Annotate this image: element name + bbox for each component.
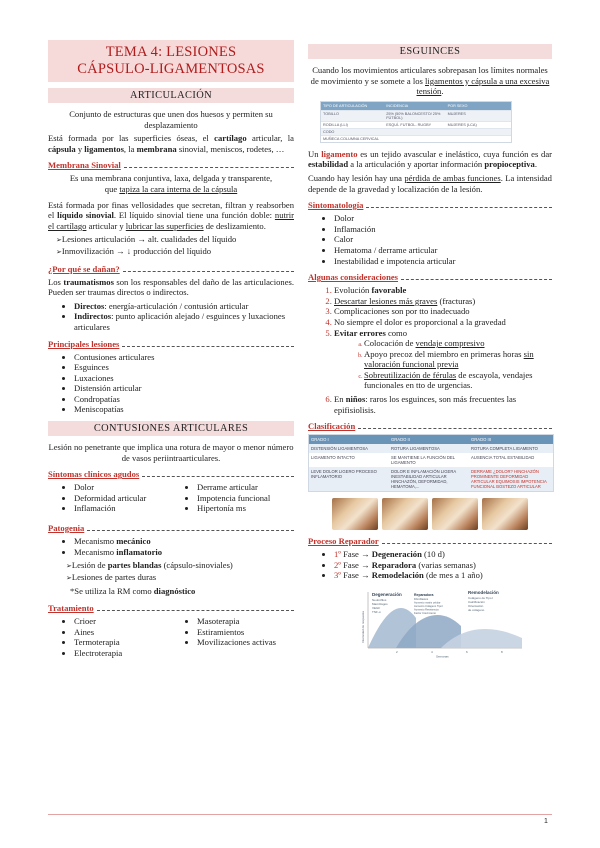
principales-lesiones-heading: Principales lesiones xyxy=(48,339,294,349)
phase-label: Reparadora xyxy=(414,593,434,598)
footer-divider xyxy=(48,814,552,815)
list-item: • Electroterapia xyxy=(74,648,171,659)
phase-note: VEGF xyxy=(372,606,381,611)
tratamiento-columns xyxy=(48,616,294,661)
list-item: • 2º Fase → Reparadora (varias semanas) xyxy=(334,560,552,571)
proceso-reparador-heading: Proceso Reparador xyxy=(308,536,552,546)
list-item: • Derrame articular xyxy=(197,482,294,493)
table-row: LIGAMENTO INTACTO SE MANTIENE LA FUNCIÓN DEL LIGAMENTO AUSENCIA TOTAL ESTABILIDAD xyxy=(311,455,535,466)
list-item: • 3º Fase → Remodelación (de mes a 1 año) xyxy=(334,570,552,581)
list-item: • Estiramientos xyxy=(197,627,294,638)
phase-note: Neutrófilos xyxy=(372,598,387,603)
x-tick: 2 xyxy=(396,650,398,655)
phase-note: Aumento Resistencia xyxy=(414,608,439,612)
table-row: MUÑECA COLUMNA CERVICAL xyxy=(321,135,511,142)
tratamiento-list-1 xyxy=(48,616,171,658)
list-item: • Hematoma / derrame articular xyxy=(334,245,552,256)
list-item: • Esguinces xyxy=(74,362,294,373)
phase-note: Orientación xyxy=(468,604,484,609)
articulacion-intro: Conjunto de estructuras que unen dos huesos y permiten su desplazamiento xyxy=(69,109,273,130)
membrana-paragraph: Está formada por finas vellosidades que secretan, filtran y reabsorben el líquido sinovial. El líquido sinovial tiene una función doble: nutrir el cartílago articular y lubricar las superficies de deslizamiento. xyxy=(48,199,294,231)
list-item: • Movilizaciones activas xyxy=(197,637,294,648)
ligamento-paragraph: Un ligamento es un tejido avascular e inelástico, cuya función es dar estabilidad a la articulación y aportar información propioceptiva. xyxy=(308,148,552,170)
rm-note: *Se utiliza la RM como diagnóstico xyxy=(70,586,196,597)
list-item: b. Apoyo precoz del miembro en primeras horas sin valoración funcional previa xyxy=(364,349,552,370)
esguinces-intro: Cuando los movimientos articulares sobrepasan los límites normales de movimiento y se somete a los ligamentos y cápsula a una excesiva tensión. xyxy=(310,65,550,97)
list-item: • Mecanismo inflamatorio xyxy=(74,547,294,558)
phase-note: Colágeno de Tipo I xyxy=(468,596,494,601)
phase-label: Remodelación xyxy=(468,590,499,596)
list-item: • Dolor xyxy=(74,482,171,493)
articulacion-paragraph: Está formada por las superficies óseas, el cartílago articular, la cápsula y ligamentos, la membrana sinovial, meniscos, rodetes, … xyxy=(48,133,295,154)
list-item: • Crioer xyxy=(74,616,171,627)
page-number: 1 xyxy=(544,818,548,825)
perdida-paragraph: Cuando hay lesión hay una pérdida de ambas funciones. La intensidad depende de la gravedad y localización de la lesión. xyxy=(308,172,552,194)
list-item: • Calor xyxy=(334,234,552,245)
phase-note: Calcificación xyxy=(468,600,485,605)
clasificacion-table xyxy=(308,434,554,492)
x-tick: 8 xyxy=(501,650,503,655)
list-item: • Meniscopatías xyxy=(74,404,294,415)
title-line-2: CÁPSULO-LIGAMENTOSAS xyxy=(77,61,265,77)
phase-note: Aumento matriz celular xyxy=(414,601,441,605)
table-row: DISTENSIÓN LIGAMENTOSA ROTURA LIGAMENTOSA ROTURA COMPLETA LIGAMENTO xyxy=(309,444,553,453)
sintomatologia-heading: Sintomatología xyxy=(308,200,552,210)
incidencia-table xyxy=(320,101,512,143)
sintomas-list-2 xyxy=(171,482,294,514)
contusiones-intro: Lesión no penetrante que implica una rotura de mayor o menor número de vasos periintraarticulares. xyxy=(48,442,294,463)
membrana-sinovial-heading: Membrana Sinovial xyxy=(48,160,294,170)
x-axis-label: Semanas xyxy=(436,654,449,659)
tratamiento-list-2 xyxy=(171,616,294,658)
ankle-photo xyxy=(482,498,528,530)
errores-sublist xyxy=(334,338,552,391)
list-item: • Impotencia funcional xyxy=(197,493,294,504)
fases-list xyxy=(308,549,552,581)
section-header-contusiones: CONTUSIONES ARTICULARES xyxy=(48,421,294,436)
sintomas-columns xyxy=(48,482,294,517)
list-item: • Condropatías xyxy=(74,394,294,405)
list-item: • Inestabilidad e impotencia articular xyxy=(334,256,552,267)
principales-lesiones-list xyxy=(48,352,294,416)
membrana-bullets xyxy=(48,234,294,257)
table-body xyxy=(321,110,511,142)
list-item: ➢ Lesiones de partes duras xyxy=(66,572,294,584)
por-que-se-danan-heading: ¿Por qué se dañan? xyxy=(48,264,294,274)
sintomas-heading: Síntomas clínicos agudos xyxy=(48,469,294,479)
list-item: • 1º Fase → Degeneración (10 d) xyxy=(334,549,552,560)
dano-paragraph: Los traumatismos son los responsables del daño de las articulaciones. Pueden ser traumas directos o indirectos. xyxy=(48,276,294,298)
x-tick: 6 xyxy=(466,650,468,655)
section-header-articulacion: ARTICULACIÓN xyxy=(48,88,294,103)
patogenia-list xyxy=(48,536,294,557)
sintomatologia-list xyxy=(308,213,552,266)
list-item: • Termoterapia xyxy=(74,637,171,648)
list-item: 1. Evolución favorable xyxy=(334,285,552,296)
list-item: • Inflamación xyxy=(334,224,552,235)
section-header-esguinces: ESGUINCES xyxy=(308,44,552,59)
list-item: 2. Descartar lesiones más graves (fracturas) xyxy=(334,296,552,307)
list-item: • Masoterapia xyxy=(197,616,294,627)
consideraciones-list xyxy=(308,285,552,415)
list-item: ➢ Inmovilización → ↓ producción del líquido xyxy=(56,246,294,258)
list-item: • Inflamación xyxy=(74,503,171,514)
consideraciones-heading: Algunas consideraciones xyxy=(308,272,552,282)
list-item: 6. En niños: raros los esguinces, son más frecuentes las epifisiolisis. xyxy=(334,394,552,415)
list-item: a. Colocación de vendaje compresivo xyxy=(364,338,552,349)
tratamiento-heading: Tratamiento xyxy=(48,603,294,613)
list-item: • Deformidad articular xyxy=(74,493,171,504)
list-item: • Mecanismo mecánico xyxy=(74,536,294,547)
title-line-1: TEMA 4: LESIONES xyxy=(105,44,237,60)
list-item: • Directos: energía-articulación / contusión articular xyxy=(74,301,294,312)
phase-note: Fibroblastos xyxy=(414,598,429,602)
list-item: c. Sobreutilización de férulas de escayola, vendajes funcionales en tto de urgencias. xyxy=(364,370,552,391)
list-item: • Distensión articular xyxy=(74,383,294,394)
x-tick: 4 xyxy=(431,650,433,655)
lesion-list xyxy=(48,560,294,583)
page-title xyxy=(48,40,294,82)
table-row: CODO xyxy=(321,128,511,135)
phase-note: Macrófagos xyxy=(372,602,388,607)
table-header: TIPO DE ARTICULACIÓN INCIDENCIA POR SEXO xyxy=(321,102,511,110)
membrana-definition: Es una membrana conjuntiva, laxa, delgada y transparente, que tapiza la cara interna de la cápsula xyxy=(69,173,273,194)
right-column xyxy=(308,44,552,663)
y-axis-label: Intensidad de respuesta xyxy=(361,611,365,644)
list-item: • Luxaciones xyxy=(74,373,294,384)
ankle-photos xyxy=(332,498,552,530)
patogenia-heading: Patogenia xyxy=(48,523,294,533)
list-item: • Indirectos: punto aplicación alejado / esguinces y luxaciones articulares xyxy=(74,311,294,332)
ankle-photo xyxy=(332,498,378,530)
phase-note: Factor Crecimiento xyxy=(414,612,436,616)
table-header: GRADO I GRADO II GRADO III xyxy=(309,435,553,444)
repair-process-chart xyxy=(356,588,526,658)
table-row: RODILLA (LLI) ESQUÍ- FUTBOL- RUGBY MUJERES (LCA) xyxy=(321,121,511,128)
dano-list xyxy=(48,301,294,333)
phase-note: de colágeno xyxy=(468,608,485,613)
sintomas-list-1 xyxy=(48,482,171,514)
phase-label: Degeneración xyxy=(372,592,402,598)
list-item: ➢ Lesiones articulación → alt. cualidades del líquido xyxy=(56,234,294,246)
table-row: LEVE DOLOR LIGERO PROCESO INFLAMATORIO DOLOR E INFLAMACIÓN LIGERA INESTABILIDAD ARTICULAR HINCHAZÓN, DEFORMIDAD, HEMATOMA,... DERRAME ¿DOLOR? HINCHAZÓN PROMINENTE DEFORMIDAD ARTICULAR EQUIMOSIS IMPOTENCIA FUNCIONAL BOSTEZO ARTICULAR xyxy=(309,467,553,491)
phase-note: TNF-α xyxy=(372,610,381,615)
list-item: ➢ Lesión de partes blandas (cápsulo-sinoviales) xyxy=(66,560,294,572)
ankle-photo xyxy=(432,498,478,530)
ankle-photo xyxy=(382,498,428,530)
left-column xyxy=(48,40,294,661)
list-item: 5. Evitar errores como a. Colocación de vendaje compresivo b. Apoyo precoz del miembro en primeras horas sin valoración funcional previa c. Sobreutilización de férulas de escayola, vendajes funcionales en tto de urgencias. xyxy=(334,328,552,392)
clasificacion-heading: Clasificación xyxy=(308,421,552,431)
list-item: • Aines xyxy=(74,627,171,638)
list-item: 3. Complicaciones son por tto inadecuado xyxy=(334,306,552,317)
list-item: • Dolor xyxy=(334,213,552,224)
list-item: • Contusiones articulares xyxy=(74,352,294,363)
list-item: 4. No siempre el dolor es proporcional a la gravedad xyxy=(334,317,552,328)
table-row: TOBILLO 25% (50% BALONCESTO/ 25% FÚTBOL) MUJERES xyxy=(321,110,511,121)
list-item: • Hipertonía ms xyxy=(197,503,294,514)
phase-note: Aumento Colágeno Tipo I xyxy=(414,605,444,609)
